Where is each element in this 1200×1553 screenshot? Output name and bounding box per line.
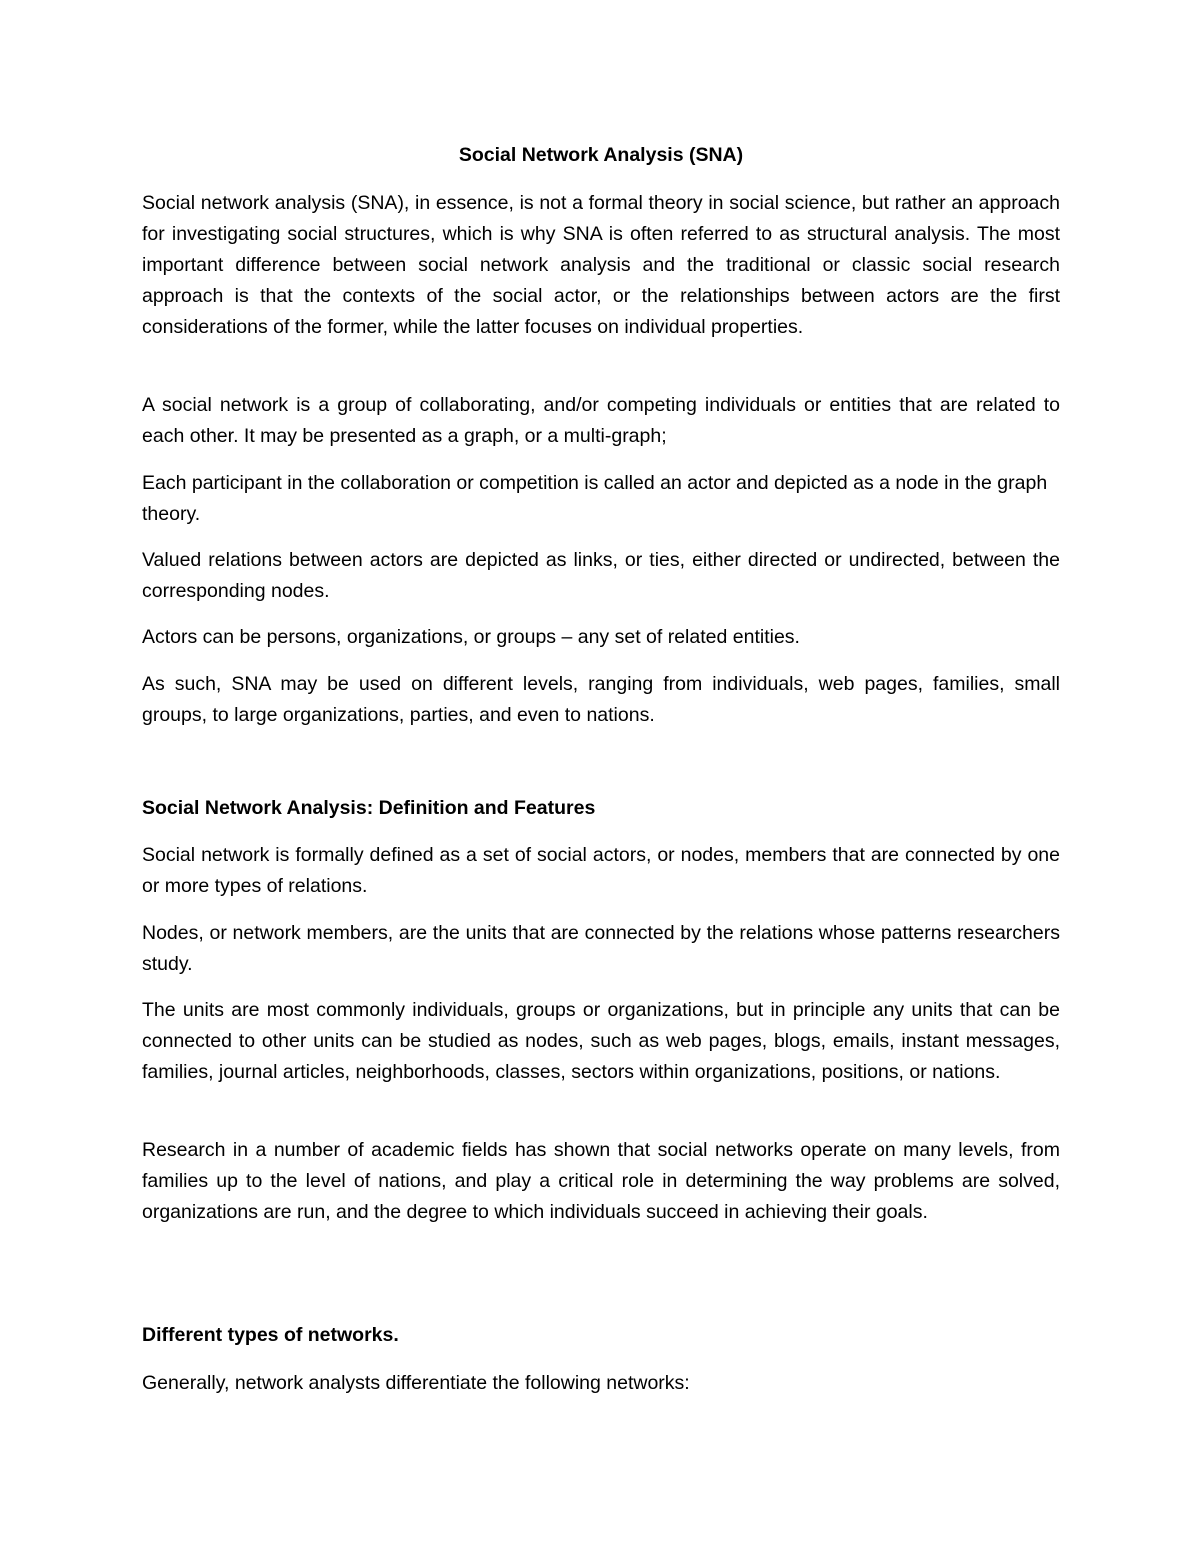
- intro-paragraph-3: Each participant in the collaboration or competition is called an actor and depicted as a node in the graph theory.: [142, 472, 1048, 525]
- section1-paragraph-1: Social network is formally defined as a set of social actors, or nodes, members that are connected by one or more types of relations.: [142, 844, 1060, 897]
- document-title: Social Network Analysis (SNA): [458, 144, 744, 166]
- section1-paragraph-4: Research in a number of academic fields has shown that social networks operate on many levels, from families up to the level of nations, and play a critical role in determining the way problems are solved, organizations are run, and the degree to which individuals succeed in achieving their goals.: [142, 1139, 1060, 1223]
- intro-paragraph-1: Social network analysis (SNA), in essence, is not a formal theory in social science, but rather an approach for investigating social structures, which is why SNA is often referred to as structural analysis. The most important difference between social network analysis and the traditional or classic social research approach is that the contexts of the social actor, or the relationships between actors are the first considerations of the former, while the latter focuses on individual properties.: [142, 192, 1060, 338]
- intro-paragraph-6: As such, SNA may be used on different levels, ranging from individuals, web pages, families, small groups, to large organizations, parties, and even to nations.: [142, 673, 1060, 726]
- intro-paragraph-5: Actors can be persons, organizations, or groups – any set of related entities.: [142, 626, 800, 648]
- section-heading-definition: Social Network Analysis: Definition and Features: [142, 797, 596, 819]
- intro-paragraph-2: A social network is a group of collaborating, and/or competing individuals or entities that are related to each other. It may be presented as a graph, or a multi-graph;: [142, 394, 1060, 447]
- section-heading-network-types: Different types of networks.: [142, 1324, 399, 1346]
- section2-paragraph-1: Generally, network analysts differentiate the following networks:: [142, 1372, 690, 1394]
- section1-paragraph-2: Nodes, or network members, are the units that are connected by the relations whose patterns researchers study.: [142, 922, 1060, 975]
- section1-paragraph-3: The units are most commonly individuals, groups or organizations, but in principle any units that can be connected to other units can be studied as nodes, such as web pages, blogs, emails, instant messages, families, journal articles, neighborhoods, classes, sectors within organizations, positions, or nations.: [142, 999, 1060, 1083]
- intro-paragraph-4: Valued relations between actors are depicted as links, or ties, either directed or undirected, between the corresponding nodes.: [142, 549, 1060, 602]
